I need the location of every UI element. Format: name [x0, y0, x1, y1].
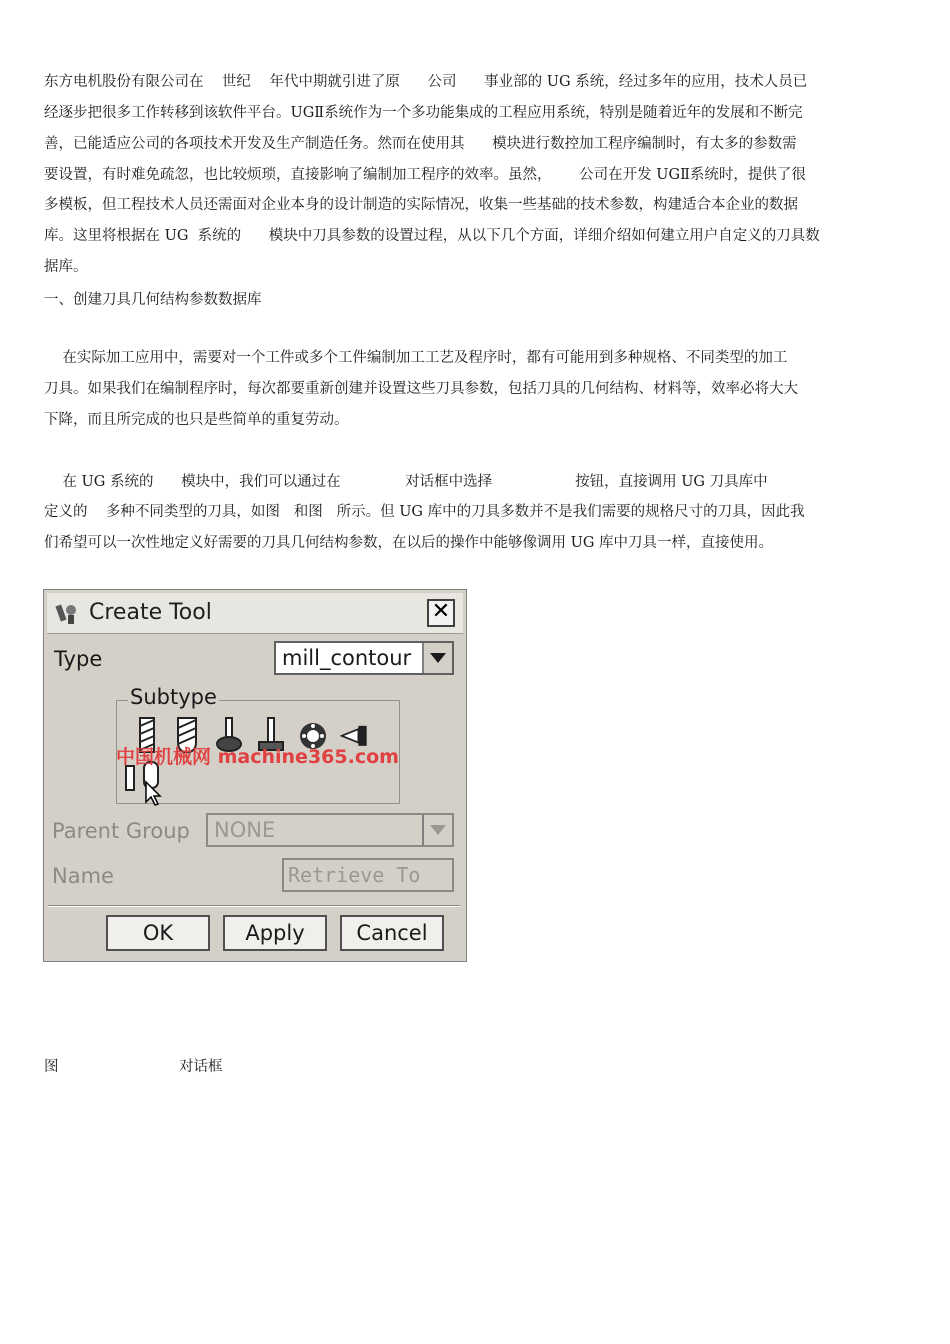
- paragraph-2-line: 刀具。如果我们在编制程序时，每次都要重新创建并设置这些刀具参数，包括刀具的几何结构、材料等，效率必将大大: [44, 381, 798, 397]
- apply-button[interactable]: Apply: [223, 915, 327, 951]
- dialog-title: Create Tool: [89, 600, 212, 625]
- paragraph-1-line: 要设置，有时难免疏忽，也比较烦琐，直接影响了编制加工程序的效率。虽然， 公司在开发 UGⅡ系统时，提供了很: [44, 167, 806, 183]
- paragraph-1-line: 库。这里将根据在 UG 系统的 模块中刀具参数的设置过程，从以下几个方面，详细介绍如何建立用户自定义的刀具数: [44, 228, 820, 244]
- paragraph-1-line: 据库。: [44, 259, 88, 275]
- dialog-titlebar[interactable]: [47, 593, 463, 634]
- paragraph-3-line: 定义的 多种不同类型的刀具，如图 和图 所示。但 UG 库中的刀具多数并不是我们需要的规格尺寸的刀具，因此我: [44, 504, 805, 520]
- paragraph-1-line: 东方电机股份有限公司在 世纪 年代中期就引进了原 公司 事业部的 UG 系统，经过多年的应用，技术人员已: [44, 74, 808, 90]
- ok-button[interactable]: OK: [106, 915, 210, 951]
- button-separator: [48, 905, 460, 907]
- paragraph-1-line: 经逐步把很多工作转移到该软件平台。UGⅡ系统作为一个多功能集成的工程应用系统，特别是随着近年的发展和不断完: [44, 105, 803, 121]
- type-label: Type: [54, 647, 103, 671]
- paragraph-1-line: 善，已能适应公司的各项技术开发及生产制造任务。然而在使用其 模块进行数控加工程序编制时，有太多的参数需: [44, 136, 797, 152]
- tools-icon: [55, 601, 81, 627]
- type-value: mill_contour: [282, 646, 412, 670]
- close-button[interactable]: ✕: [427, 599, 455, 627]
- watermark-text: 中国机械网 machine365.com: [116, 746, 399, 768]
- paragraph-2-line: 下降，而且所完成的也只是些简单的重复劳动。: [44, 412, 349, 428]
- figure-caption-label: 图: [44, 1059, 59, 1075]
- parent-group-value: NONE: [214, 818, 276, 842]
- paragraph-2-line: 在实际加工应用中，需要对一个工件或多个工件编制加工工艺及程序时，都有可能用到多种规格、不同类型的加工: [44, 350, 788, 366]
- parent-group-label: Parent Group: [52, 819, 190, 843]
- type-select[interactable]: [274, 641, 454, 675]
- subtype-label: Subtype: [130, 685, 217, 709]
- figure-caption-text: 对话框: [179, 1059, 223, 1075]
- name-input[interactable]: Retrieve To: [282, 858, 454, 892]
- create-tool-dialog: [43, 589, 467, 962]
- name-label: Name: [52, 864, 114, 888]
- section-heading: 一、创建刀具几何结构参数数据库: [44, 292, 262, 308]
- chevron-down-icon[interactable]: [422, 643, 452, 673]
- paragraph-1-line: 多模板，但工程技术人员还需面对企业本身的设计制造的实际情况，收集一些基础的技术参数，构建适合本企业的数据: [44, 197, 798, 213]
- parent-group-select[interactable]: [206, 813, 454, 847]
- cancel-button[interactable]: Cancel: [340, 915, 444, 951]
- chevron-down-icon[interactable]: [422, 815, 452, 845]
- paragraph-3-line: 们希望可以一次性地定义好需要的刀具几何结构参数，在以后的操作中能够像调用 UG 库中刀具一样，直接使用。: [44, 535, 774, 551]
- paragraph-3-line: 在 UG 系统的 模块中，我们可以通过在 对话框中选择 按钮，直接调用 UG 刀具库中: [44, 474, 768, 490]
